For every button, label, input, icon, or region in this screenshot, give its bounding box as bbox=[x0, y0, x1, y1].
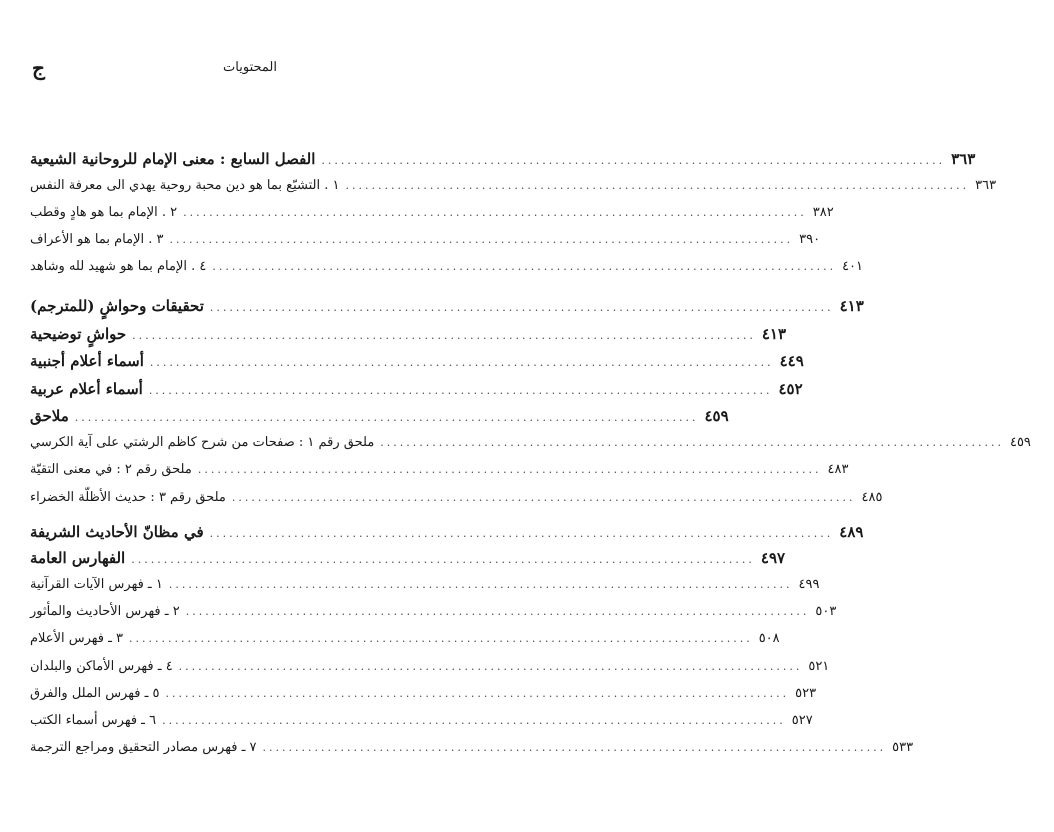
toc-entry-title: تحقيقات وحواشٍ (للمترجم) bbox=[30, 297, 204, 315]
toc-entry-page-number: ٤١٣ bbox=[761, 325, 787, 343]
toc-entry-page-number: ٤١٣ bbox=[839, 297, 864, 315]
toc-entry-page-number: ٤٨٣ bbox=[827, 462, 849, 477]
dot-leader: ................................................................................................ bbox=[165, 687, 790, 700]
toc-entry-title: ٤ ـ فهرس الأماكن والبلدان bbox=[30, 659, 173, 674]
toc-entry bbox=[30, 577, 820, 592]
dot-leader: ................................................................................................ bbox=[169, 233, 794, 246]
toc-entry-title: ١ ـ فهرس الآيات القرآنية bbox=[30, 577, 163, 592]
toc-entry bbox=[30, 232, 821, 247]
dot-leader: ................................................................................................ bbox=[185, 605, 810, 618]
toc-entry bbox=[30, 631, 780, 646]
toc-entry-title: ٣ . الإمام بما هو الأعراف bbox=[30, 232, 164, 247]
dot-leader: ................................................................................................ bbox=[132, 329, 756, 342]
toc-entry-title: في مظانّ الأحاديث الشريفة bbox=[30, 523, 204, 541]
toc-entry bbox=[30, 435, 1031, 450]
toc-entry-page-number: ٤٨٥ bbox=[861, 490, 883, 505]
toc-entry-title: ملاحق bbox=[30, 407, 69, 425]
toc-entry bbox=[30, 549, 786, 567]
toc-entry-title: ٧ ـ فهرس مصادر التحقيق ومراجع الترجمة bbox=[30, 740, 257, 755]
dot-leader: ................................................................................................ bbox=[209, 301, 834, 314]
toc-entry bbox=[30, 740, 914, 755]
toc-entry bbox=[30, 490, 883, 505]
toc-entry-page-number: ٣٦٣ bbox=[975, 178, 997, 193]
toc-entry-title: ٣ ـ فهرس الأعلام bbox=[30, 631, 124, 646]
toc-entry-title: ملحق رقم ٣ : حديث الأظلّة الخضراء bbox=[30, 490, 226, 505]
toc-entry bbox=[30, 205, 834, 220]
toc-entry-page-number: ٤٩٩ bbox=[798, 577, 820, 592]
dot-leader: ................................................................................................ bbox=[149, 356, 774, 369]
toc-entry bbox=[30, 297, 864, 315]
toc-entry bbox=[30, 352, 804, 370]
toc-entry-title: ٢ . الإمام بما هو هادٍ وقطب bbox=[30, 205, 178, 220]
dot-leader: ................................................................................................ bbox=[197, 463, 822, 476]
toc-entry-page-number: ٤٩٧ bbox=[760, 549, 786, 567]
toc-entry bbox=[30, 604, 837, 619]
toc-entry bbox=[30, 259, 864, 274]
dot-leader: ................................................................................................ bbox=[131, 553, 755, 566]
running-header-title: المحتويات bbox=[223, 60, 277, 75]
dot-leader: ................................................................................................ bbox=[321, 154, 946, 167]
toc-entry bbox=[30, 178, 997, 193]
toc-entry-title: أسماء أعلام أجنبية bbox=[30, 352, 144, 370]
dot-leader: ................................................................................................ bbox=[168, 578, 793, 591]
toc-entry bbox=[30, 462, 849, 477]
toc-entry-page-number: ٣٩٠ bbox=[799, 232, 821, 247]
toc-entry-page-number: ٣٦٣ bbox=[951, 150, 976, 168]
toc-entry-page-number: ٥٠٨ bbox=[758, 631, 780, 646]
dot-leader: ................................................................................................ bbox=[212, 260, 837, 273]
toc-entry-page-number: ٤٥٩ bbox=[704, 407, 729, 425]
toc-entry bbox=[30, 380, 803, 398]
toc-entry bbox=[30, 659, 830, 674]
toc-entry-page-number: ٥٠٣ bbox=[815, 604, 837, 619]
toc-entry bbox=[30, 407, 729, 425]
toc-entry-title: ملحق رقم ١ : صفحات من شرح كاظم الرشتي على آية الكرسي bbox=[30, 435, 375, 450]
dot-leader: ................................................................................................ bbox=[162, 714, 786, 727]
toc-entry-page-number: ٥٢٧ bbox=[791, 713, 813, 728]
dot-leader: ................................................................................................ bbox=[231, 491, 856, 504]
toc-entry bbox=[30, 150, 976, 168]
toc-entry bbox=[30, 686, 817, 701]
toc-entry-title: الفهارس العامة bbox=[30, 549, 126, 567]
toc-entry-title: ٤ . الإمام بما هو شهيد لله وشاهد bbox=[30, 259, 207, 274]
toc-entry-page-number: ٤٨٩ bbox=[839, 523, 864, 541]
toc-entry-title: الفصل السابع : معنى الإمام للروحانية الشيعية bbox=[30, 150, 316, 168]
toc-entry-page-number: ٥٢١ bbox=[808, 659, 830, 674]
toc-entry-title: أسماء أعلام عربية bbox=[30, 380, 143, 398]
toc-entry bbox=[30, 523, 864, 541]
toc-entry bbox=[30, 713, 813, 728]
toc-entry-page-number: ٤٥٢ bbox=[778, 380, 803, 398]
toc-entry-title: ٢ ـ فهرس الأحاديث والمأثور bbox=[30, 604, 180, 619]
dot-leader: ................................................................................................ bbox=[129, 632, 753, 645]
toc-entry-page-number: ٥٢٣ bbox=[795, 686, 817, 701]
toc-entry-title: ١ . التشيّع بما هو دين محبة روحية يهدي الى معرفة النفس bbox=[30, 178, 340, 193]
page-letter: ج bbox=[32, 56, 45, 80]
dot-leader: ................................................................................................ bbox=[345, 179, 970, 192]
dot-leader: ................................................................................................ bbox=[148, 384, 773, 397]
toc-entry-page-number: ٥٣٣ bbox=[892, 740, 914, 755]
toc-entry-page-number: ٣٨٢ bbox=[812, 205, 834, 220]
toc-entry-title: حواشٍ توضيحية bbox=[30, 325, 127, 343]
dot-leader: ................................................................................................ bbox=[74, 411, 699, 424]
dot-leader: ................................................................................................ bbox=[262, 741, 887, 754]
toc-entry-title: ملحق رقم ٢ : في معنى التقيّة bbox=[30, 462, 192, 477]
toc-entry bbox=[30, 325, 787, 343]
toc-entry-page-number: ٤٥٩ bbox=[1009, 435, 1031, 450]
dot-leader: ................................................................................................ bbox=[209, 527, 834, 540]
toc-entry-title: ٦ ـ فهرس أسماء الكتب bbox=[30, 713, 157, 728]
dot-leader: ................................................................................................ bbox=[183, 206, 807, 219]
dot-leader: ................................................................................................ bbox=[380, 436, 1004, 449]
toc-entry-page-number: ٤٠١ bbox=[842, 259, 864, 274]
toc-entry-page-number: ٤٤٩ bbox=[779, 352, 804, 370]
dot-leader: ................................................................................................ bbox=[178, 660, 803, 673]
toc-entry-title: ٥ ـ فهرس الملل والفرق bbox=[30, 686, 160, 701]
